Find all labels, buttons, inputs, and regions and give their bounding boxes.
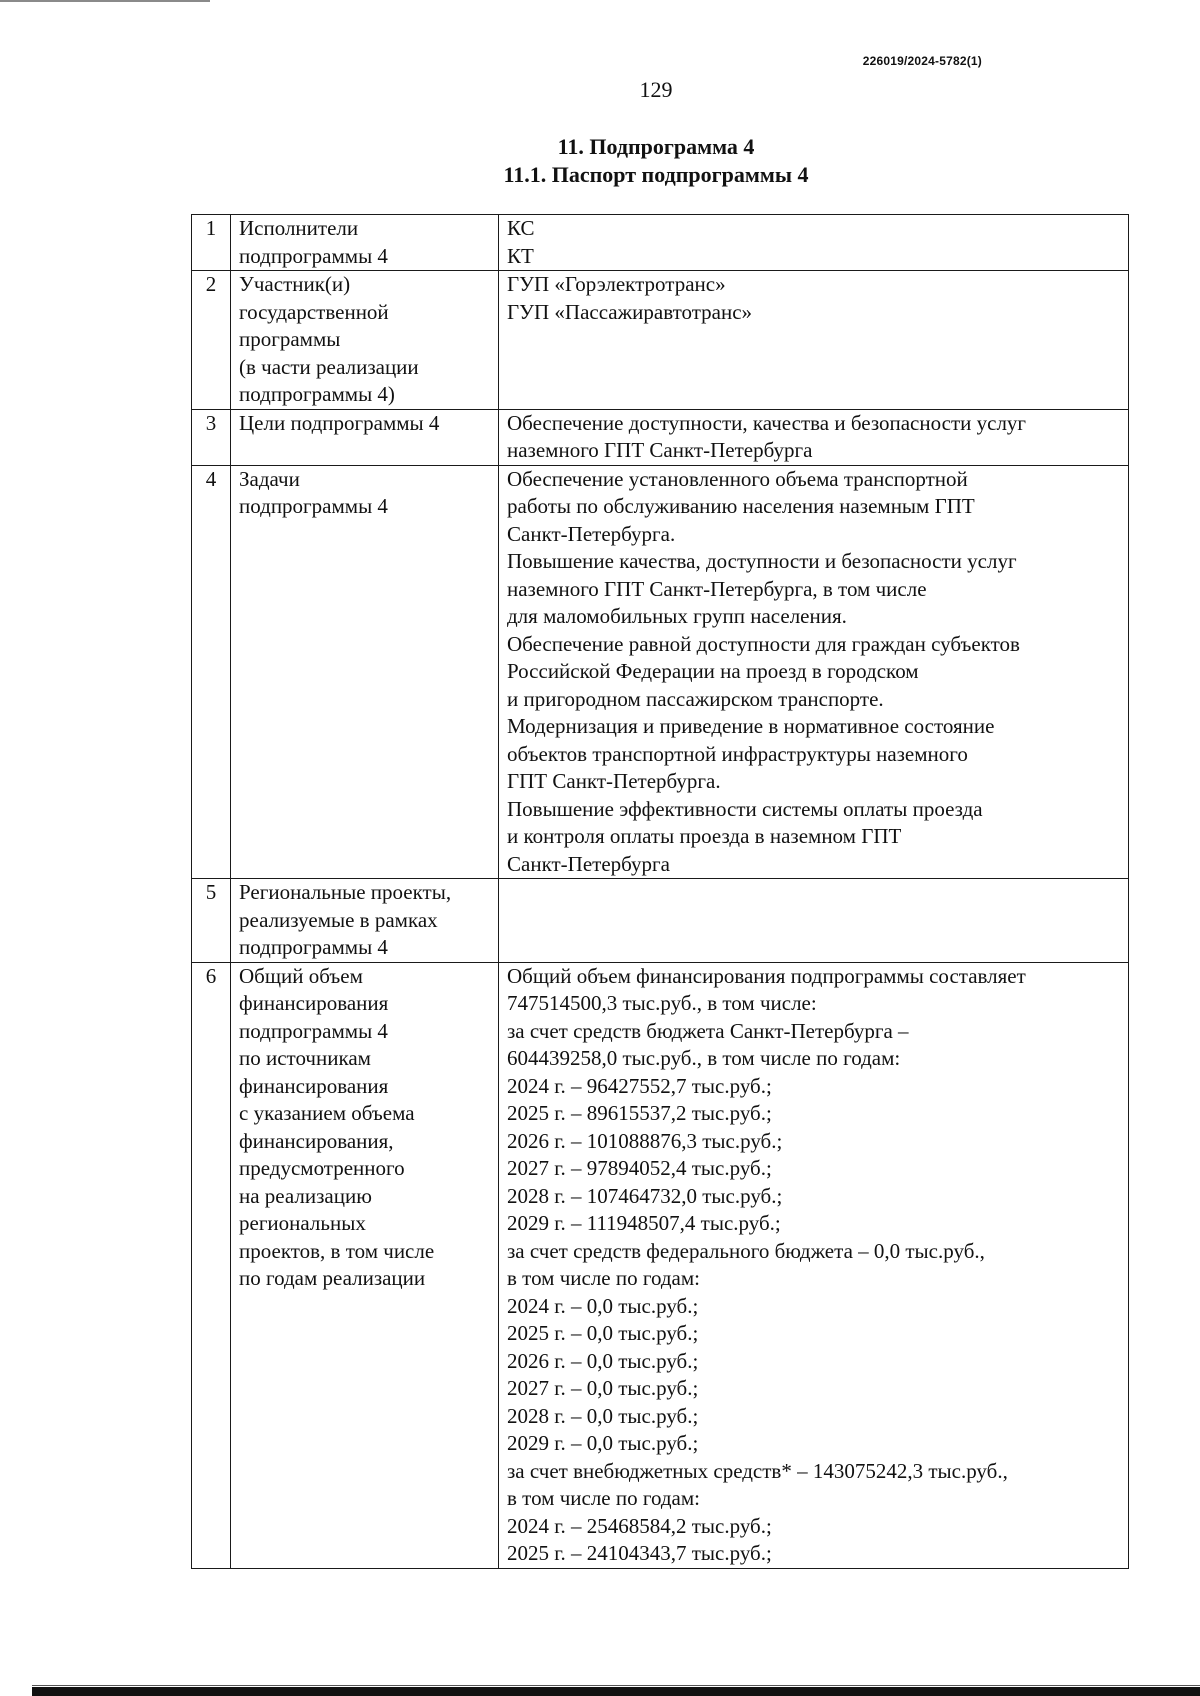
row-value-line: КС [507, 216, 535, 240]
row-value-line: 2028 г. – 107464732,0 тыс.руб.; [507, 1183, 783, 1208]
row-label-line: (в части реализации [239, 354, 419, 379]
row-label-line: финансирования [239, 1073, 389, 1098]
row-value-line: 747514500,3 тыс.руб., в том числе: [507, 991, 817, 1015]
row-label [231, 879, 499, 963]
row-number: 2 [192, 271, 231, 410]
row-label-line: программы [239, 327, 341, 351]
row-label [231, 271, 499, 410]
row-value [499, 879, 1129, 963]
section-title-line-1: 11. Подпрограмма 4 [557, 134, 755, 159]
row-value-line: Повышение эффективности системы оплаты проезда [507, 796, 983, 821]
row-value-line: 2028 г. – 0,0 тыс.руб.; [507, 1403, 699, 1428]
row-value-line: ГУП «Пассажиравтотранс» [507, 299, 753, 324]
row-value-line: за счет средств федерального бюджета – 0,0 тыс.руб., [507, 1238, 985, 1263]
row-value-line: 2026 г. – 0,0 тыс.руб.; [507, 1348, 699, 1373]
row-value [499, 465, 1129, 879]
row-value-line: Общий объем финансирования подпрограммы составляет [507, 963, 1026, 988]
row-label-line: Общий объем [239, 963, 363, 988]
scan-top-artifact [0, 0, 210, 2]
row-label-line: финансирования [239, 991, 389, 1015]
row-value-line: Российской Федерации на проезд в городском [507, 659, 919, 683]
scan-bottom-band [32, 1687, 1200, 1696]
row-label-line: Региональные проекты, [239, 880, 452, 904]
section-title-line-2: 11.1. Паспорт подпрограммы 4 [503, 162, 809, 187]
row-value-line: ГПТ Санкт-Петербурга. [507, 769, 721, 793]
row-label-line: государственной [239, 299, 389, 324]
passport-table-body [192, 215, 1129, 1569]
row-label [231, 409, 499, 465]
row-value-line: за счет средств бюджета Санкт-Петербурга – [507, 1018, 909, 1043]
row-value-line: за счет внебюджетных средств* – 143075242,3 тыс.руб., [507, 1458, 1008, 1483]
subprogram-passport-table [191, 214, 1129, 1569]
row-value-line: ГУП «Горэлектротранс» [507, 272, 726, 296]
row-value-line: в том числе по годам: [507, 1486, 700, 1510]
row-value-line: и контроля оплаты проезда в наземном ГПТ [507, 824, 902, 848]
row-label-line: предусмотренного [239, 1156, 405, 1180]
row-value-line: Повышение качества, доступности и безопасности услуг [507, 549, 1017, 573]
row-number: 4 [192, 465, 231, 879]
row-value-line: Санкт-Петербурга. [507, 521, 676, 546]
row-value-line: Обеспечение равной доступности для граждан субъектов [507, 631, 1020, 656]
scan-bottom-edge [32, 1685, 1200, 1686]
row-value [499, 271, 1129, 410]
row-label-line: по источникам [239, 1046, 371, 1070]
row-value-line: 2025 г. – 89615537,2 тыс.руб.; [507, 1101, 772, 1125]
row-label [231, 962, 499, 1568]
row-label-line: подпрограммы 4 [239, 1018, 388, 1043]
row-label-line: подпрограммы 4 [239, 243, 388, 268]
row-number: 3 [192, 409, 231, 465]
row-label-line: региональных [239, 1211, 366, 1235]
row-value-line: Обеспечение установленного объема транспортной [507, 466, 968, 491]
row-value-line: 2024 г. – 0,0 тыс.руб.; [507, 1293, 699, 1318]
row-value-line: 2024 г. – 25468584,2 тыс.руб.; [507, 1513, 772, 1538]
row-value-line: 2026 г. – 101088876,3 тыс.руб.; [507, 1128, 783, 1153]
row-label [231, 215, 499, 271]
table-row [192, 215, 1129, 271]
row-number: 1 [192, 215, 231, 271]
row-label-line: подпрограммы 4) [239, 382, 395, 406]
row-value-line: Модернизация и приведение в нормативное состояние [507, 714, 995, 738]
row-number: 6 [192, 962, 231, 1568]
row-value-line: наземного ГПТ Санкт-Петербурга [507, 438, 813, 462]
row-label-line: на реализацию [239, 1183, 372, 1208]
row-value [499, 215, 1129, 271]
row-value-line: КТ [507, 243, 534, 268]
row-label-line: подпрограммы 4 [239, 494, 388, 518]
row-label-line: финансирования, [239, 1128, 394, 1153]
document-id: 226019/2024-5782(1) [862, 54, 982, 68]
row-value-line: 2029 г. – 111948507,4 тыс.руб.; [507, 1211, 781, 1235]
row-label-line: по годам реализации [239, 1266, 426, 1290]
row-value-line: 2024 г. – 96427552,7 тыс.руб.; [507, 1073, 772, 1098]
row-value [499, 409, 1129, 465]
table-row [192, 962, 1129, 1568]
table-row [192, 409, 1129, 465]
row-value-line: наземного ГПТ Санкт-Петербурга, в том числе [507, 576, 927, 601]
row-value-line: 2029 г. – 0,0 тыс.руб.; [507, 1431, 699, 1455]
row-label [231, 465, 499, 879]
table-row [192, 465, 1129, 879]
row-value-line: 2025 г. – 24104343,7 тыс.руб.; [507, 1541, 772, 1565]
row-value-line: объектов транспортной инфраструктуры наземного [507, 741, 968, 766]
table-row [192, 271, 1129, 410]
row-value-line: работы по обслуживанию населения наземным ГПТ [507, 494, 975, 518]
row-value-line: 604439258,0 тыс.руб., в том числе по годам: [507, 1046, 901, 1070]
row-value-line: 2025 г. – 0,0 тыс.руб.; [507, 1321, 699, 1345]
row-label-line: проектов, в том числе [239, 1238, 435, 1263]
row-value-line: 2027 г. – 97894052,4 тыс.руб.; [507, 1156, 772, 1180]
row-label-line: Участник(и) [239, 272, 351, 296]
row-value [499, 962, 1129, 1568]
row-number: 5 [192, 879, 231, 963]
row-label-line: Исполнители [239, 216, 359, 240]
section-title [0, 133, 1200, 189]
row-label-line: подпрограммы 4 [239, 935, 388, 959]
row-value-line: Санкт-Петербурга [507, 851, 670, 876]
page-number: 129 [639, 77, 673, 102]
row-value-line: и пригородном пассажирском транспорте. [507, 686, 884, 711]
row-label-line: реализуемые в рамках [239, 907, 438, 932]
table-row [192, 879, 1129, 963]
row-value-line: 2027 г. – 0,0 тыс.руб.; [507, 1376, 699, 1400]
row-label-line: Задачи [239, 466, 300, 491]
row-value-line: в том числе по годам: [507, 1266, 700, 1290]
row-value-line: Обеспечение доступности, качества и безопасности услуг [507, 410, 1027, 435]
row-label-line: с указанием объема [239, 1101, 415, 1125]
row-label-line: Цели подпрограммы 4 [239, 410, 440, 435]
row-value-line: для маломобильных групп населения. [507, 604, 847, 628]
